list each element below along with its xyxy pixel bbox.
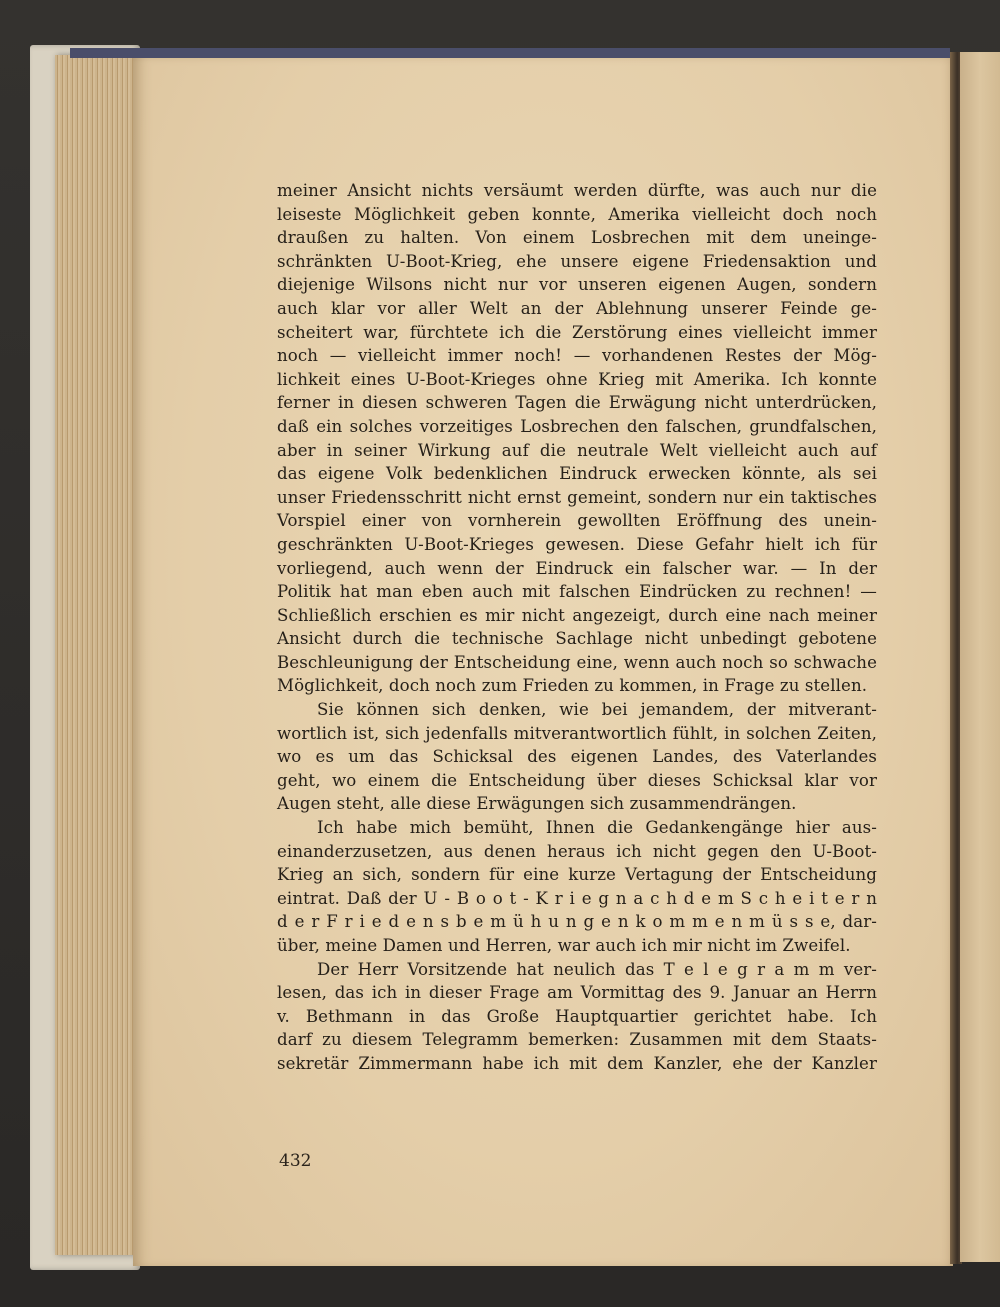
text-line: auch klar vor aller Welt an der Ablehnung unserer Feinde ge- <box>277 298 877 318</box>
text-line: noch — vielleicht immer noch! — vorhandenen Restes der Mög- <box>277 346 877 366</box>
facing-page-edge <box>960 52 1000 1262</box>
text-line: Ansicht durch die technische Sachlage nicht unbedingt gebotene <box>277 629 877 649</box>
cover-top-band <box>70 48 950 58</box>
text-line: vorliegend, auch wenn der Eindruck ein falscher war. — In der <box>277 558 877 578</box>
text-line: diejenige Wilsons nicht nur vor unseren eigenen Augen, sondern <box>277 275 877 295</box>
text-line: geschränkten U-Boot-Krieges gewesen. Diese Gefahr hielt ich für <box>277 534 877 554</box>
page-number: 432 <box>279 1151 312 1171</box>
text-line: aber in seiner Wirkung auf die neutrale Welt vielleicht auch auf <box>277 440 877 460</box>
text-line: Schließlich erschien es mir nicht angezeigt, durch eine nach meiner <box>277 605 877 625</box>
text-line: draußen zu halten. Von einem Losbrechen mit dem uneinge- <box>277 228 877 248</box>
text-line: Möglichkeit, doch noch zum Frieden zu kommen, in Frage zu stellen. <box>277 676 868 696</box>
text-line: über, meine Damen und Herren, war auch ich mir nicht im Zweifel. <box>277 936 851 955</box>
text-line: Vorspiel einer von vornherein gewollten Eröffnung des unein- <box>277 511 877 531</box>
text-line: sekretär Zimmermann habe ich mit dem Kanzler, ehe der Kanzler <box>277 1053 877 1073</box>
text-line: Krieg an sich, sondern für eine kurze Vertagung der Entscheidung <box>277 865 877 885</box>
text-line: geht, wo einem die Entscheidung über dieses Schicksal klar vor <box>277 770 877 790</box>
text-line: Sie können sich denken, wie bei jemandem, der mitverant- <box>317 700 877 720</box>
text-line: v. Bethmann in das Große Hauptquartier gerichtet habe. Ich <box>277 1006 877 1026</box>
body-text <box>277 179 877 1076</box>
text-line: wortlich ist, sich jedenfalls mitverantwortlich fühlt, in solchen Zeiten, <box>277 723 877 743</box>
text-line: leiseste Möglichkeit geben konnte, Amerika vielleicht doch noch <box>277 204 877 224</box>
text-line: unser Friedensschritt nicht ernst gemeint, sondern nur ein taktisches <box>277 487 877 507</box>
text-line: schränkten U-Boot-Krieg, ehe unsere eigene Friedensaktion und <box>277 251 877 271</box>
text-line: darf zu diesem Telegramm bemerken: Zusammen mit dem Staats- <box>277 1030 877 1050</box>
text-line: Der Herr Vorsitzende hat neulich das T e l e g r a m m ver- <box>317 959 877 979</box>
text-line: lichkeit eines U-Boot-Krieges ohne Krieg mit Amerika. Ich konnte <box>277 369 877 389</box>
text-line: scheitert war, fürchtete ich die Zerstörung eines vielleicht immer <box>277 322 877 342</box>
text-line: Beschleunigung der Entscheidung eine, wenn auch noch so schwache <box>277 652 877 672</box>
text-line: Ich habe mich bemüht, Ihnen die Gedankengänge hier aus- <box>317 818 877 838</box>
text-line: meiner Ansicht nichts versäumt werden dürfte, was auch nur die <box>277 181 877 200</box>
text-line: daß ein solches vorzeitiges Losbrechen den falschen, grundfalschen, <box>277 416 877 436</box>
text-line: lesen, das ich in dieser Frage am Vormittag des 9. Januar an Herrn <box>277 983 877 1003</box>
text-line: ferner in diesen schweren Tagen die Erwägung nicht unterdrücken, <box>277 393 877 413</box>
text-line: einanderzusetzen, aus denen heraus ich nicht gegen den U-Boot- <box>277 841 877 861</box>
text-line: Augen steht, alle diese Erwägungen sich zusammendrängen. <box>277 794 797 814</box>
text-line: das eigene Volk bedenklichen Eindruck erwecken könnte, als sei <box>277 464 877 484</box>
text-line: d e r F r i e d e n s b e m ü h u n g e n k o m m e n m ü s s e, dar- <box>277 912 877 932</box>
text-line: wo es um das Schicksal des eigenen Landes, des Vaterlandes <box>277 747 877 767</box>
text-line: eintrat. Daß der U - B o o t - K r i e g n a c h d e m S c h e i t e r n <box>277 888 877 908</box>
text-line: Politik hat man eben auch mit falschen Eindrücken zu rechnen! — <box>277 582 877 602</box>
